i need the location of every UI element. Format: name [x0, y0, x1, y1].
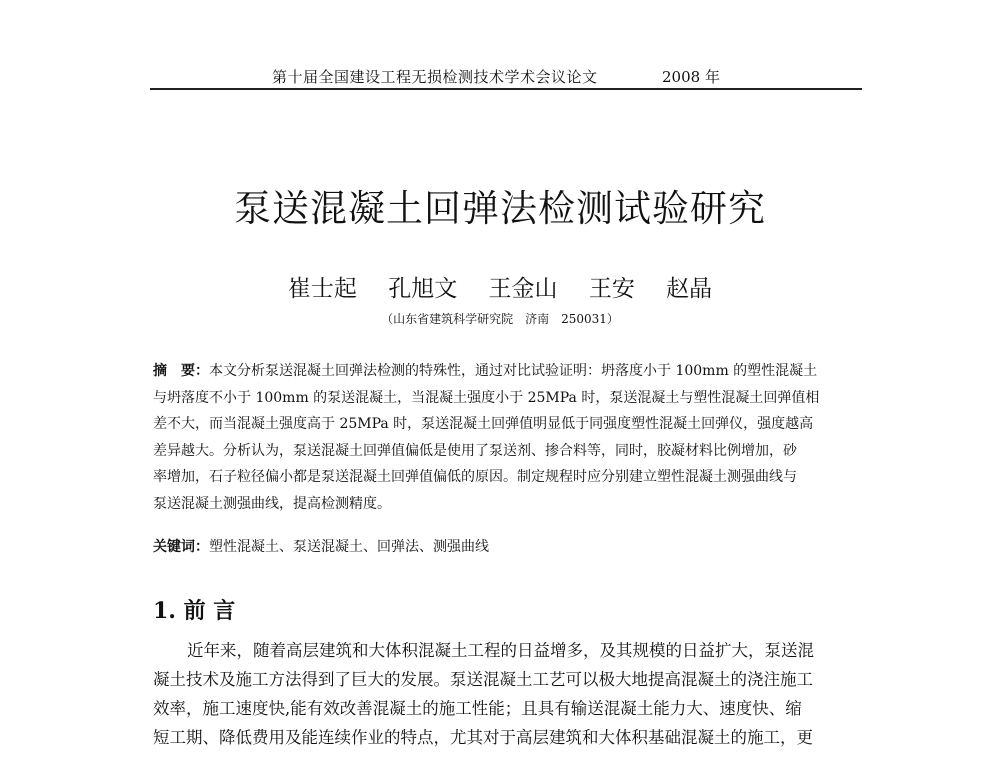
author-name: 王金山	[488, 276, 558, 302]
keywords	[153, 536, 859, 556]
body-line: 凝土技术及施工方法得到了巨大的发展。泵送混凝土工艺可以极大地提高混凝土的浇注施工	[153, 670, 813, 689]
conference-name: 第十届全国建设工程无损检测技术学术会议论文	[272, 68, 598, 86]
body-line: 短工期、降低费用及能连续作业的特点，尤其对于高层建筑和大体积基础混凝土的施工，更	[153, 728, 813, 747]
affiliation: （山东省建筑科学研究院 济南 250031）	[381, 312, 619, 326]
author-name: 赵晶	[666, 276, 713, 302]
section-body	[153, 636, 859, 752]
author-list	[0, 270, 1000, 303]
abstract-line	[153, 358, 859, 385]
keywords-text: 塑性混凝土、泵送混凝土、回弹法、测强曲线	[209, 539, 489, 555]
abstract-line: 差异越大。分析认为，泵送混凝土回弹值偏低是使用了泵送剂、掺合料等，同时，胶凝材料比例增加，砂	[153, 442, 797, 459]
abstract-line: 与坍落度不小于 100mm 的泵送混凝土，当混凝土强度小于 25MPa 时，泵送混凝土与塑性混凝土回弹值相	[153, 389, 820, 406]
header-rule	[150, 88, 862, 90]
abstract-line: 率增加，石子粒径偏小都是泵送混凝土回弹值偏低的原因。制定规程时应分别建立塑性混凝土测强曲线与	[153, 469, 797, 485]
abstract-text: 本文分析泵送混凝土回弹法检测的特殊性，通过对比试验证明：坍落度小于 100mm 的塑性混凝土	[209, 363, 818, 379]
author-name: 孔旭文	[388, 276, 458, 302]
paper-title: 泵送混凝土回弹法检测试验研究	[234, 187, 766, 230]
keywords-label: 关键词：	[153, 539, 209, 555]
abstract-label: 摘 要：	[153, 363, 209, 379]
author-name: 崔士起	[287, 276, 357, 302]
abstract-line: 泵送混凝土测强曲线，提高检测精度。	[153, 495, 391, 512]
body-line: 近年来，随着高层建筑和大体积混凝土工程的日益增多，及其规模的日益扩大，泵送混	[187, 641, 814, 660]
author-name: 王安	[588, 276, 635, 302]
body-line: 效率，施工速度快,能有效改善混凝土的施工性能；且具有输送混凝土能力大、速度快、缩	[153, 699, 802, 718]
abstract	[153, 358, 859, 517]
section-heading: 1. 前 言	[153, 598, 236, 624]
abstract-line: 差不大，而当混凝土强度高于 25MPa 时，泵送混凝土回弹值明显低于同强度塑性混凝土回弹仪，强度越高	[153, 416, 814, 432]
conference-year: 2008 年	[662, 68, 720, 86]
running-header	[150, 58, 862, 88]
